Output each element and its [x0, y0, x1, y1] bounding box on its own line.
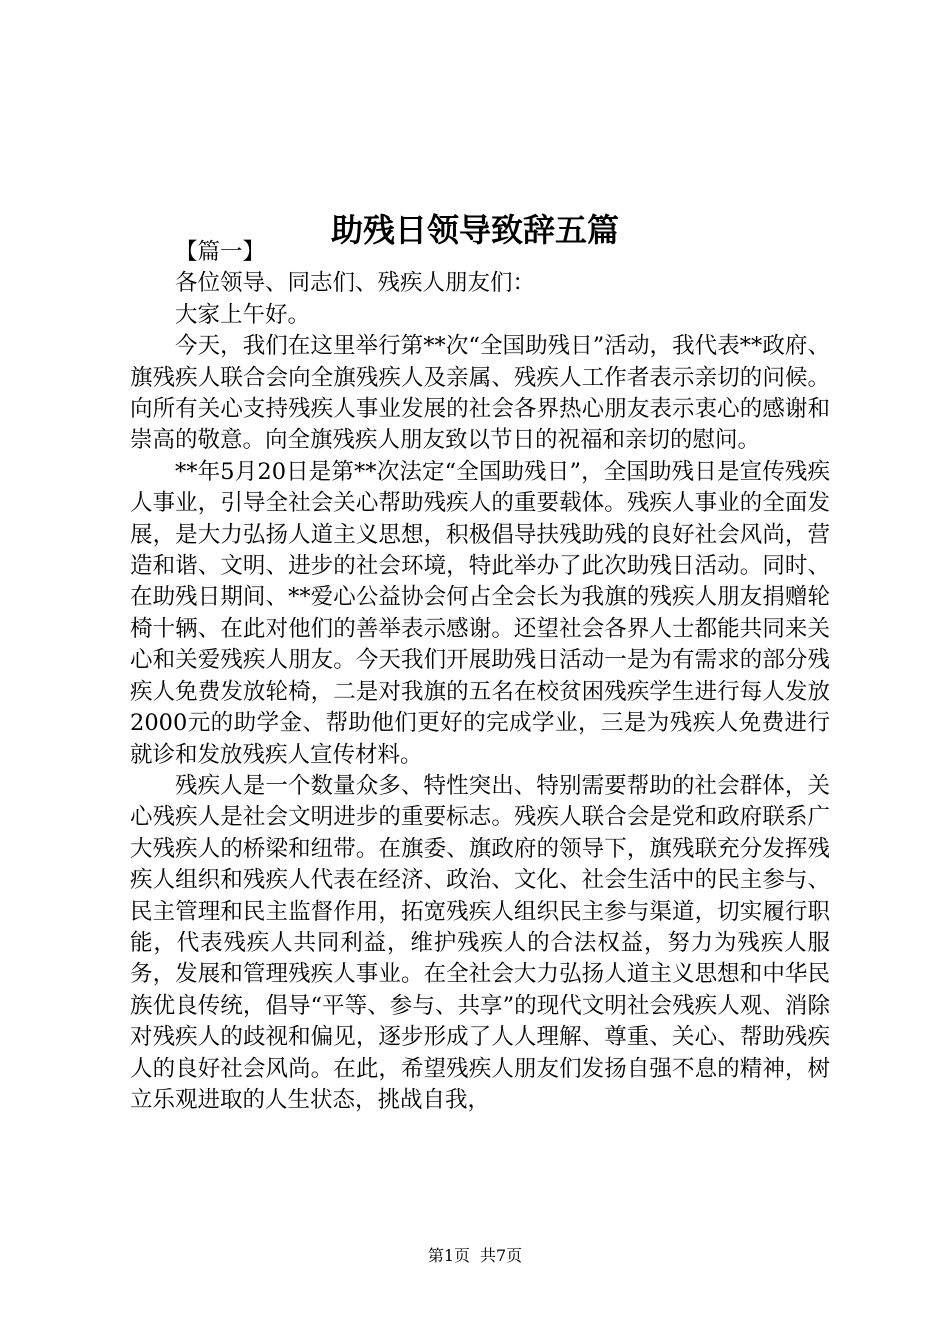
page-footer	[0, 1245, 950, 1267]
paragraph: 今天，我们在这里举行第**次“全国助残日”活动，我代表**政府、旗残疾人联合会向全旗残疾人及亲属、残疾人工作者表示亲切的问候。向所有关心支持残疾人事业发展的社会各界热心朋友表示衷心的感谢和崇高的敬意。向全旗残疾人朋友致以节日的祝福和亲切的慰问。	[130, 333, 830, 454]
page-number: 第1页	[427, 1246, 470, 1265]
document-title: 助残日领导致辞五篇	[330, 211, 619, 250]
paragraph: 残疾人是一个数量众多、特性突出、特别需要帮助的社会群体，关心残疾人是社会文明进步的重要标志。残疾人联合会是党和政府联系广大残疾人的桥梁和纽带。在旗委、旗政府的领导下，旗残联充分发挥残疾人组织和残疾人代表在经济、政治、文化、社会生活中的民主参与、民主管理和民主监督作用，拓宽残疾人组织民主参与渠道，切实履行职能，代表残疾人共同利益，维护残疾人的合法权益，努力为残疾人服务，发展和管理残疾人事业。在全社会大力弘扬人道主义思想和中华民族优良传统，倡导“平等、参与、共享”的现代文明社会残疾人观、消除对残疾人的歧视和偏见，逐步形成了人人理解、尊重、关心、帮助残疾人的良好社会风尚。在此，希望残疾人朋友们发扬自强不息的精神，树立乐观进取的人生状态，挑战自我，	[130, 772, 830, 1113]
salutation: 各位领导、同志们、残疾人朋友们：	[175, 270, 536, 297]
greeting: 大家上午好。	[175, 301, 311, 328]
page-total: 共7页	[480, 1246, 523, 1265]
section-heading: 【篇一】	[175, 239, 266, 265]
paragraph: **年5月20日是第**次法定“全国助残日”，全国助残日是宣传残疾人事业，引导全社会关心帮助残疾人的重要载体。残疾人事业的全面发展，是大力弘扬人道主义思想，积极倡导扶残助残的良好社会风尚，营造和谐、文明、进步的社会环境，特此举办了此次助残日活动。同时、在助残日期间、**爱心公益协会何占全会长为我旗的残疾人朋友捐赠轮椅十辆、在此对他们的善举表示感谢。还望社会各界人士都能共同来关心和关爱残疾人朋友。今天我们开展助残日活动一是为有需求的部分残疾人免费发放轮椅，二是对我旗的五名在校贫困残疾学生进行每人发放2000元的助学金、帮助他们更好的完成学业，三是为残疾人免费进行就诊和发放残疾人宣传材料。	[130, 458, 830, 768]
document-body	[130, 237, 830, 1116]
